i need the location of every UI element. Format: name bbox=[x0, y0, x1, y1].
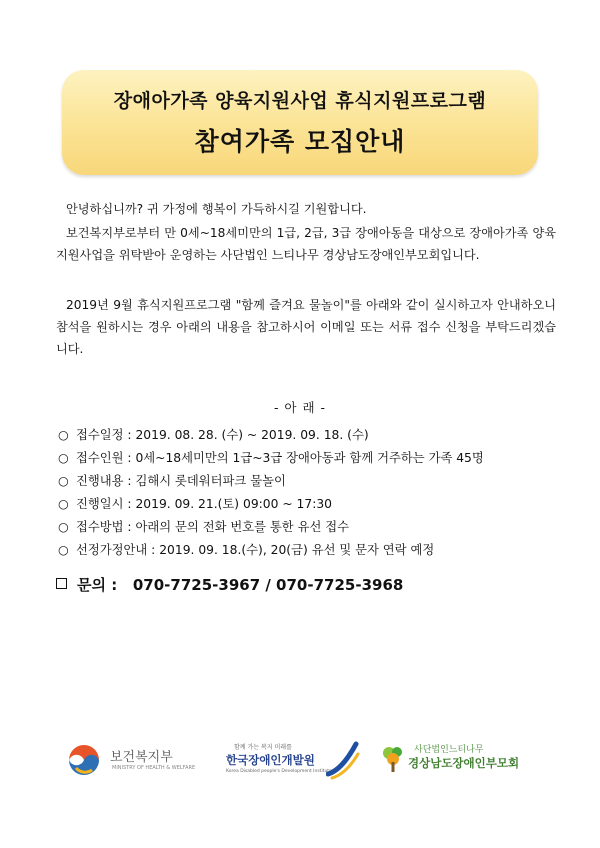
contact-label: 문의 : bbox=[77, 576, 118, 594]
list-item: ○ 접수일정 : 2019. 08. 28. (수) ~ 2019. 09. 18. (수) bbox=[58, 424, 484, 447]
banner-subtitle: 장애아가족 양육지원사업 휴식지원프로그램 bbox=[113, 90, 487, 112]
square-bullet-icon bbox=[56, 578, 67, 589]
kodds-tag: 함께 가는 복지 미래를 bbox=[234, 744, 292, 751]
list-item: ○ 접수인원 : 0세~18세미만의 1급~3급 장애아동과 함께 거주하는 가족 45명 bbox=[58, 447, 484, 470]
contact-line bbox=[56, 574, 403, 595]
parents-association-logo bbox=[380, 740, 530, 790]
mohw-emblem-icon bbox=[66, 742, 102, 778]
title-banner bbox=[62, 70, 538, 175]
list-item: ○ 진행일시 : 2019. 09. 21.(토) 09:00 ~ 17:30 bbox=[58, 493, 484, 516]
kodds-name: 한국장애인개발원 bbox=[226, 753, 315, 767]
intro-paragraph-2 bbox=[56, 222, 556, 266]
intro-text-1: 안녕하십니까? 귀 가정에 행복이 가득하시길 기원합니다. bbox=[66, 202, 367, 216]
circle-bullet-icon: ○ bbox=[58, 428, 69, 442]
mohw-sub: MINISTRY OF HEALTH & WELFARE bbox=[112, 765, 196, 771]
kodds-emblem-icon bbox=[326, 740, 360, 780]
contact-phones: 070-7725-3967 / 070-7725-3968 bbox=[132, 576, 404, 594]
detail-list bbox=[58, 424, 484, 562]
parents-name: 경상남도장애인부모회 bbox=[408, 756, 520, 770]
section-heading: - 아 래 - bbox=[273, 400, 327, 415]
circle-bullet-icon: ○ bbox=[58, 543, 69, 557]
intro-paragraph-1 bbox=[56, 198, 556, 220]
kodds-sub: Korea Disabled people's Development Institute bbox=[226, 769, 332, 774]
circle-bullet-icon: ○ bbox=[58, 474, 69, 488]
kodds-logo bbox=[222, 740, 362, 790]
intro-text-2: 보건복지부로부터 만 0세~18세미만의 1급, 2급, 3급 장애아동을 대상으로 장애아가족 양육지원사업을 위탁받아 운영하는 사단법인 느티나무 경상남도장애인부모회입니다. bbox=[56, 226, 556, 262]
parents-tag: 사단법인느티나무 bbox=[414, 745, 484, 755]
mohw-logo bbox=[66, 740, 196, 790]
circle-bullet-icon: ○ bbox=[58, 497, 69, 511]
mohw-name: 보건복지부 bbox=[110, 750, 173, 765]
tree-emblem-icon bbox=[380, 744, 406, 774]
banner-title: 참여가족 모집안내 bbox=[194, 127, 406, 156]
intro-paragraph-3 bbox=[56, 294, 556, 360]
list-item: ○ 접수방법 : 아래의 문의 전화 번호를 통한 유선 접수 bbox=[58, 516, 484, 539]
list-item: ○ 선정가정안내 : 2019. 09. 18.(수), 20(금) 유선 및 문자 연락 예정 bbox=[58, 539, 484, 562]
circle-bullet-icon: ○ bbox=[58, 520, 69, 534]
intro-text-3: 2019년 9월 휴식지원프로그램 "함께 즐겨요 물놀이"를 아래와 같이 실시하고자 안내하오니 참석을 원하시는 경우 아래의 내용을 참고하시어 이메일 또는 서류 접수 신청을 부탁드리겠습니다. bbox=[56, 298, 556, 356]
list-item: ○ 진행내용 : 김해시 롯데워터파크 물놀이 bbox=[58, 470, 484, 493]
circle-bullet-icon: ○ bbox=[58, 451, 69, 465]
